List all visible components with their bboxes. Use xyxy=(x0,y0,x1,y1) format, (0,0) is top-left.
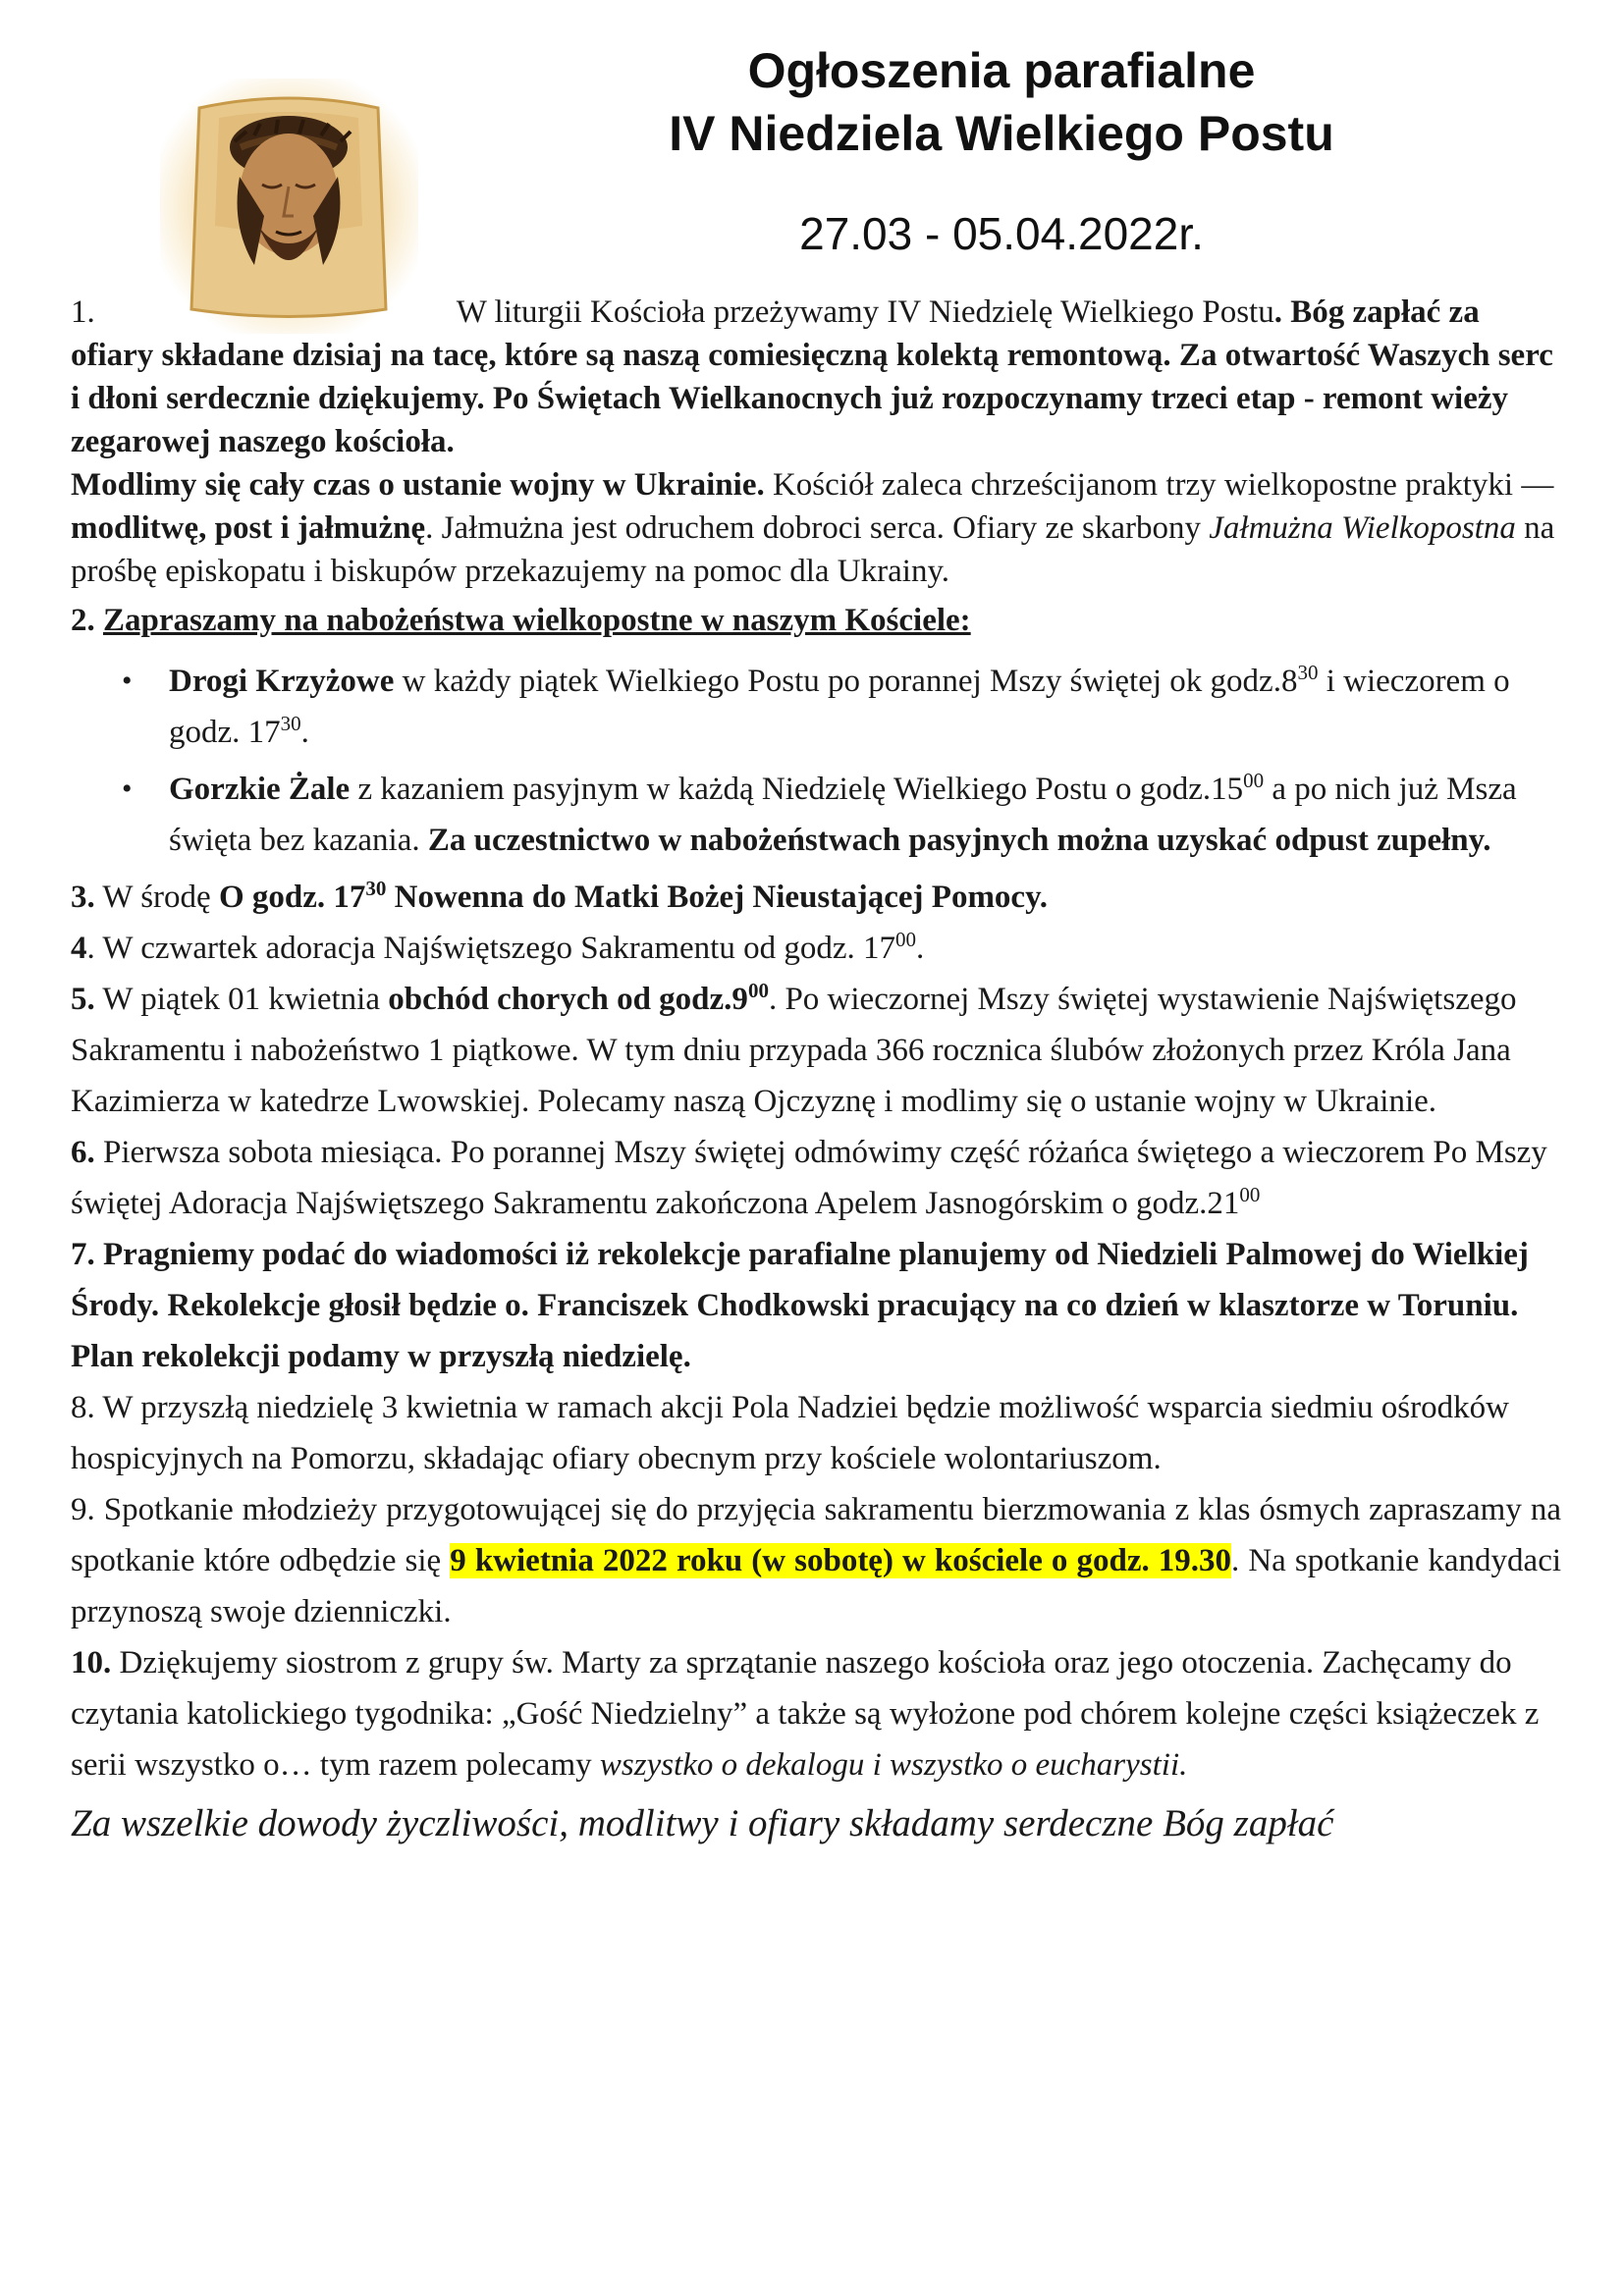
announcements-body xyxy=(71,291,1561,1851)
bullet-2-indulgence: Za uczestnictwo w nabożeństwach pasyjnych można uzyskać odpust zupełny. xyxy=(427,823,1491,858)
bullet-1-sup-1: 30 xyxy=(1297,661,1319,684)
item-10-number: 10. xyxy=(71,1645,112,1681)
item-2-heading-text: Zapraszamy na nabożeństwa wielkopostne w naszym Kościele: xyxy=(103,603,971,638)
bullet-2-sup: 00 xyxy=(1243,769,1265,792)
item-10 xyxy=(71,1637,1561,1790)
item-1-number: 1. xyxy=(71,294,95,330)
closing-line: Za wszelkie dowody życzliwości, modlitwy i ofiary składamy serdeczne Bóg zapłać xyxy=(71,1802,1334,1844)
item-5-number: 5. xyxy=(71,982,95,1017)
item-6 xyxy=(71,1127,1561,1229)
item-9-highlight: 9 kwietnia 2022 roku (w sobotę) w kościele o godz. 19.30 xyxy=(450,1543,1232,1578)
item-5-text-2: . Po wieczornej Mszy świętej wystawienie Najświętszego Sakramentu i nabożeństwo 1 piątkowe. W tym dniu przypada 366 rocznica ślubów złożonych przez Króla Jana Kazimierza w katedrze Lwowskiej. Polecamy naszą Ojczyznę i modlimy się o ustanie wojny w Ukrainie. xyxy=(71,982,1517,1119)
page-title xyxy=(511,39,1492,165)
item-4-text: . W czwartek adoracja Najświętszego Sakramentu od godz. 17 xyxy=(86,931,895,966)
item-1 xyxy=(71,291,1561,593)
item-8: 8. W przyszłą niedzielę 3 kwietnia w ramach akcji Pola Nadziei będzie możliwość wsparcia siedmiu ośrodków hospicyjnych na Pomorzu, składając ofiary obecnym przy kościele wolontariuszom. xyxy=(71,1390,1509,1476)
item-3 xyxy=(71,872,1561,923)
list-item xyxy=(169,656,1561,758)
bullet-2-text: z kazaniem pasyjnym w każdą Niedzielę Wielkiego Postu o godz.15 xyxy=(350,772,1244,807)
item-5-sup: 00 xyxy=(747,979,769,1002)
item-6-number: 6. xyxy=(71,1135,95,1170)
item-3-text: W środę xyxy=(94,880,219,915)
item-2-number: 2. xyxy=(71,603,95,638)
item-3-number: 3. xyxy=(71,880,95,915)
item-7: 7. Pragniemy podać do wiadomości iż rekolekcje parafialne planujemy od Niedzieli Palmowej do Wielkiej Środy. Rekolekcje głosił będzie o. Franciszek Chodkowski pracujący na co dzień w klasztorze w Toruniu. Plan rekolekcji podamy w przyszłą niedzielę. xyxy=(71,1237,1529,1374)
date-range: 27.03 - 05.04.2022r. xyxy=(799,208,1204,259)
item-5 xyxy=(71,974,1561,1127)
item-1-text: W liturgii Kościoła przeżywamy IV Niedzielę Wielkiego Postu xyxy=(456,294,1274,330)
item-9 xyxy=(71,1484,1561,1637)
services-list xyxy=(71,656,1561,866)
bullet-1-end: . xyxy=(300,715,309,750)
item-6-sup: 00 xyxy=(1239,1183,1261,1206)
item-1-text-4: na prośbę episkopatu i biskupów przekazujemy na pomoc dla Ukrainy. xyxy=(71,510,1555,589)
item-3-time: O godz. 17 xyxy=(218,880,366,915)
items-3-to-6 xyxy=(71,872,1561,1484)
item-5-visits: obchód chorych od godz.9 xyxy=(388,982,748,1017)
item-4 xyxy=(71,923,1561,974)
item-5-text: W piątek 01 kwietnia xyxy=(94,982,389,1017)
bullet-1-title: Drogi Krzyżowe xyxy=(169,664,395,699)
bullet-2-title: Gorzkie Żale xyxy=(169,772,351,807)
item-9-text: 9. Spotkanie młodzieży przygotowującej się do przyjęcia sakramentu bierzmowania z klas ósmych zapraszamy na spotkanie które odbędzie się xyxy=(71,1492,1561,1578)
item-1-bold: . Bóg zapłać za ofiary składane dzisiaj na tacę, które są naszą comiesięczną kolektą remontową. Za otwartość Waszych serc i dłoni serdecznie dziękujemy. Po Świętach Wielkanocnych już rozpoczynamy trzeci etap - remont wieży zegarowej naszego kościoła. xyxy=(71,294,1553,459)
list-item xyxy=(169,764,1561,866)
item-9-text-2: . Na spotkanie kandydaci przynoszą swoje dzienniczki. xyxy=(71,1543,1562,1629)
item-4-end: . xyxy=(916,931,925,966)
bullet-1-sup-2: 30 xyxy=(280,712,301,735)
title-line-1: Ogłoszenia parafialne xyxy=(747,43,1256,98)
item-1-alms-box: Jałmużna Wielkopostna xyxy=(1209,510,1516,546)
item-10-text: Dziękujemy siostrom z grupy św. Marty za sprzątanie naszego kościoła oraz jego otoczenia. Zachęcamy do czytania katolickiego tygodnika: „Gość Niedzielny” a także są wyłożone pod chórem kolejne części książeczek z serii wszystko o… tym razem polecamy xyxy=(71,1645,1540,1783)
item-1-text-3: . Jałmużna jest odruchem dobroci serca. Ofiary ze skarbony xyxy=(425,510,1210,546)
item-6-text: Pierwsza sobota miesiąca. Po porannej Mszy świętej odmówimy część różańca świętego a wieczorem Po Mszy świętej Adoracja Najświętszego Sakramentu zakończona Apelem Jasnogórskim o godz.21 xyxy=(71,1135,1547,1221)
item-3-novena: Nowenna do Matki Bożej Nieustającej Pomocy. xyxy=(386,880,1049,915)
bullet-1-text: w każdy piątek Wielkiego Postu po porannej Mszy świętej ok godz.8 xyxy=(394,664,1298,699)
bullet-2-text-2: a po nich już Msza święta bez kazania. xyxy=(169,772,1517,858)
title-line-2: IV Niedziela Wielkiego Postu xyxy=(669,106,1334,161)
item-4-sup: 00 xyxy=(895,928,916,951)
bullet-1-text-2: i wieczorem o godz. 17 xyxy=(169,664,1510,750)
item-3-sup: 30 xyxy=(365,877,387,900)
item-4-number: 4 xyxy=(71,931,87,966)
item-10-series: wszystko o dekalogu i wszystko o eucharystii. xyxy=(599,1747,1188,1783)
item-1-prayer: Modlimy się cały czas o ustanie wojny w Ukrainie. xyxy=(71,467,765,503)
item-1-text-2: Kościół zaleca chrześcijanom trzy wielkopostne praktyki — xyxy=(764,467,1554,503)
item-1-practices: modlitwę, post i jałmużnę xyxy=(71,510,426,546)
item-2-heading xyxy=(71,599,1561,642)
